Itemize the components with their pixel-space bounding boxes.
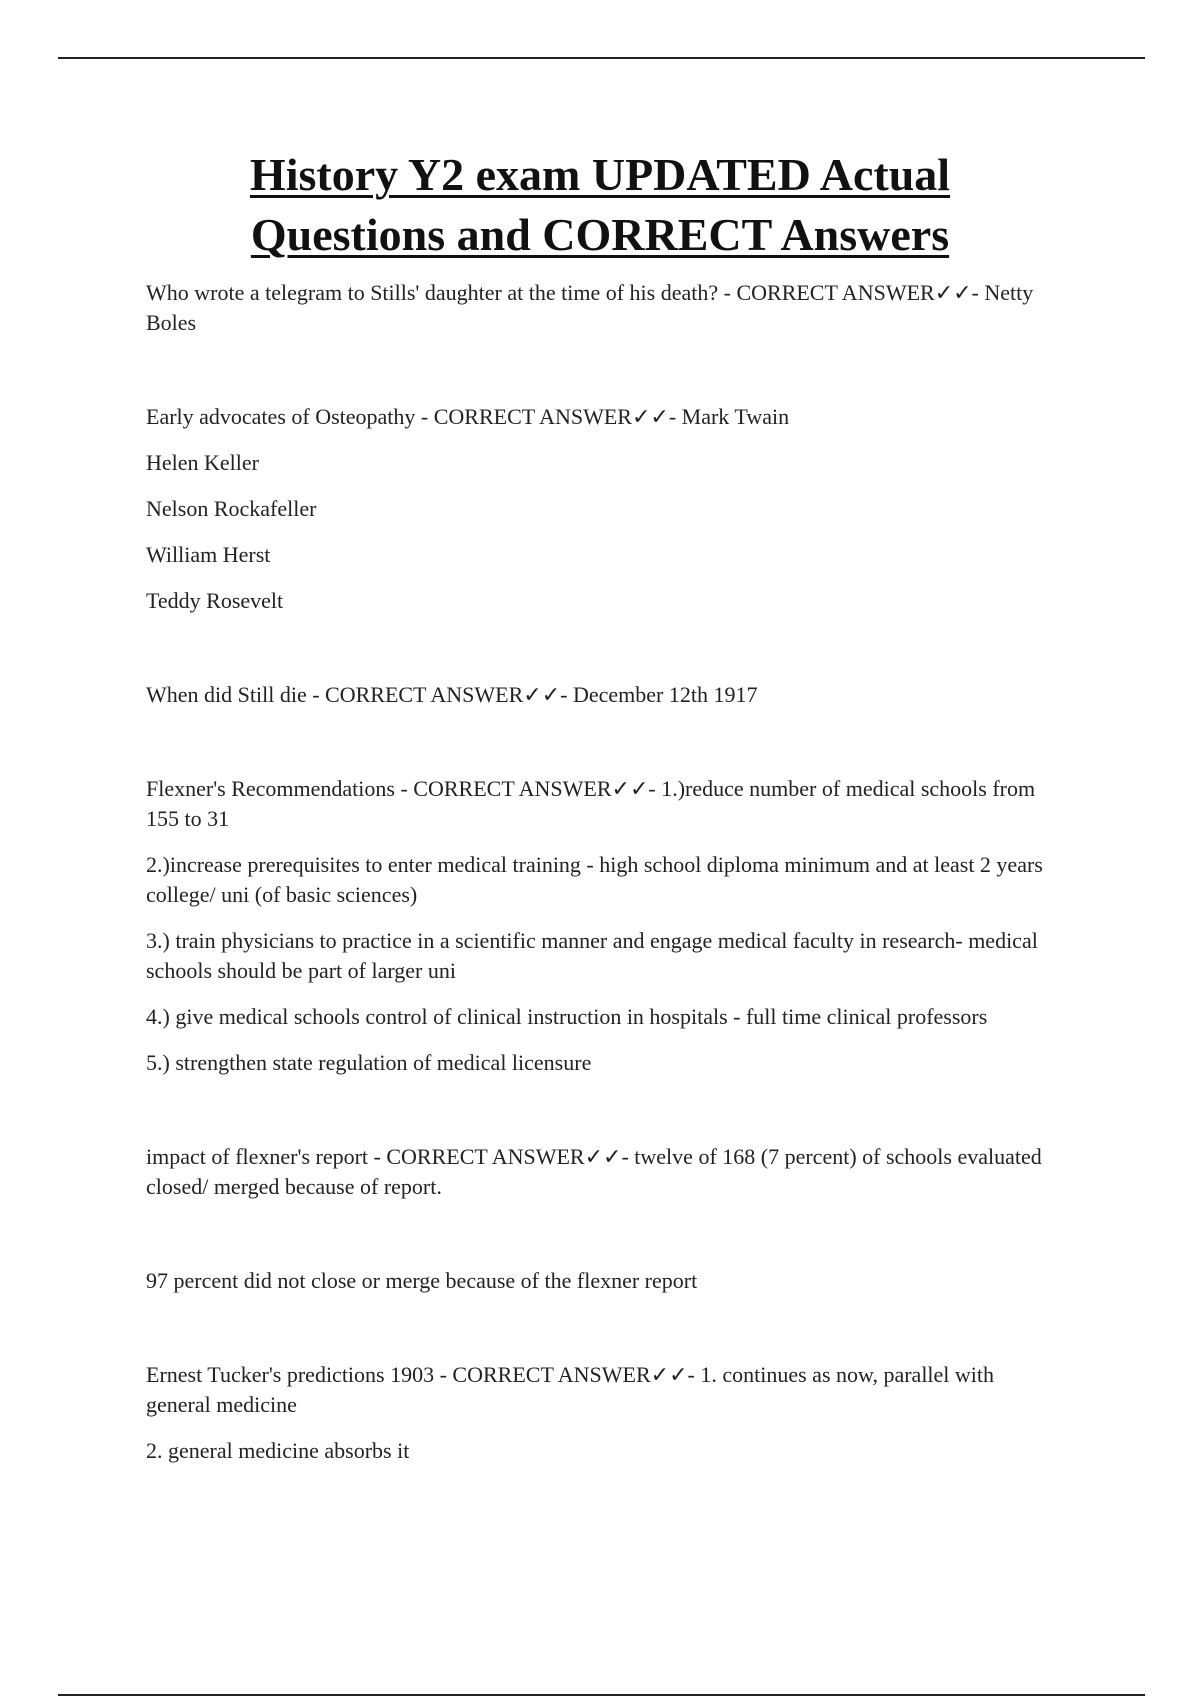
title-line-1: History Y2 exam UPDATED Actual (249, 149, 951, 200)
qa-line: Teddy Rosevelt (146, 588, 284, 613)
qa-list (146, 278, 1061, 1482)
qa-line: 2. general medicine absorbs it (146, 1438, 410, 1463)
qa-line: Helen Keller (146, 450, 259, 475)
qa-entry (146, 774, 1061, 1078)
qa-line: 97 percent did not close or merge because of the flexner report (146, 1268, 698, 1293)
document-title (0, 145, 1200, 265)
qa-entry (146, 1142, 1061, 1202)
qa-line: Early advocates of Osteopathy - CORRECT ANSWER✓✓- Mark Twain (146, 404, 790, 429)
qa-line: William Herst (146, 542, 271, 567)
qa-line: 4.) give medical schools control of clinical instruction in hospitals - full time clinical professors (146, 1004, 988, 1029)
qa-line: Who wrote a telegram to Stills' daughter at the time of his death? - CORRECT ANSWER✓✓- Netty Boles (146, 280, 1034, 335)
title-line-2: Questions and CORRECT Answers (250, 209, 950, 260)
qa-entry (146, 402, 1061, 616)
qa-line: 5.) strengthen state regulation of medical licensure (146, 1050, 592, 1075)
qa-line: When did Still die - CORRECT ANSWER✓✓- December 12th 1917 (146, 682, 758, 707)
qa-line: impact of flexner's report - CORRECT ANSWER✓✓- twelve of 168 (7 percent) of schools evaluated closed/ merged because of report. (146, 1144, 1042, 1199)
qa-line: Nelson Rockafeller (146, 496, 317, 521)
qa-entry (146, 278, 1061, 338)
qa-line: Flexner's Recommendations - CORRECT ANSWER✓✓- 1.)reduce number of medical schools from 155 to 31 (146, 776, 1036, 831)
qa-line: 2.)increase prerequisites to enter medical training - high school diploma minimum and at least 2 years college/ uni (of basic sciences) (146, 852, 1043, 907)
header-rule (58, 57, 1145, 59)
footer-rule (58, 1694, 1145, 1696)
qa-entry (146, 1360, 1061, 1466)
qa-entry (146, 680, 1061, 710)
qa-line: 3.) train physicians to practice in a scientific manner and engage medical faculty in research- medical schools should be part of larger uni (146, 928, 1038, 983)
qa-line: Ernest Tucker's predictions 1903 - CORRECT ANSWER✓✓- 1. continues as now, parallel with general medicine (146, 1362, 995, 1417)
qa-entry (146, 1266, 1061, 1296)
